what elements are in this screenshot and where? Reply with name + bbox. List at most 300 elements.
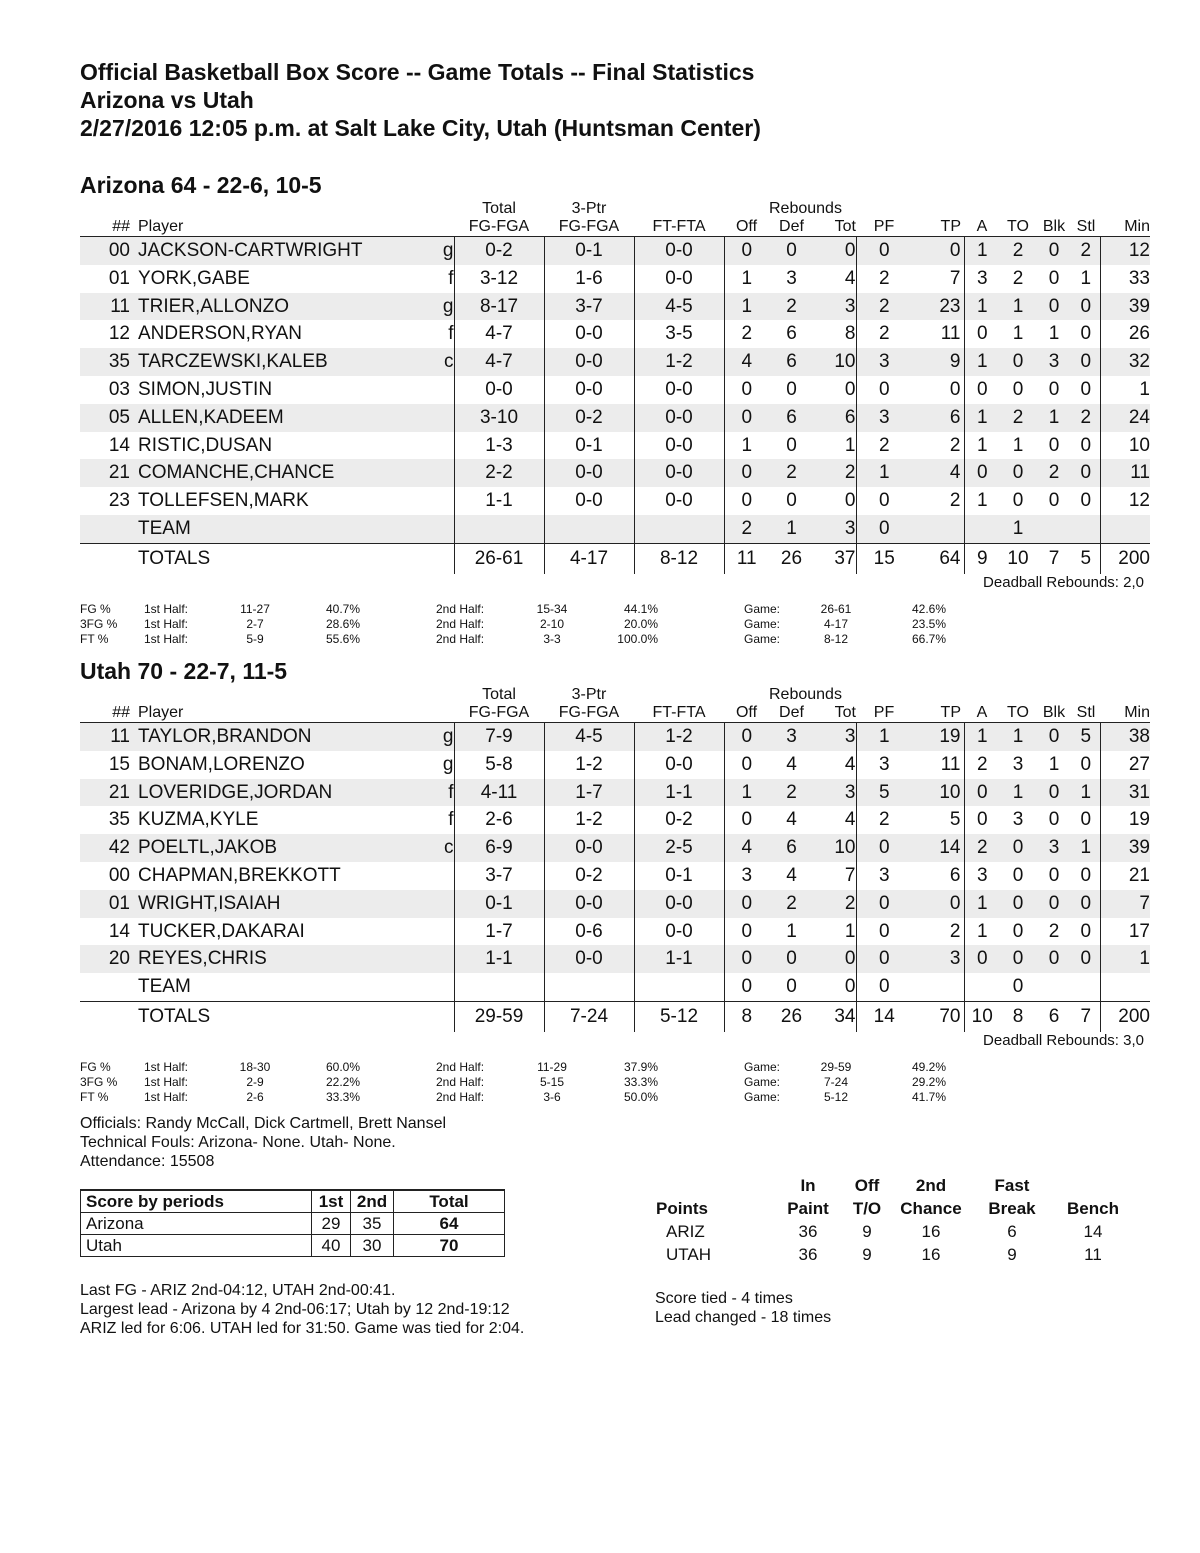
- total-min: 200: [1100, 1001, 1150, 1032]
- title-line-2: Arizona vs Utah: [80, 87, 254, 113]
- off-reb: 1: [724, 265, 769, 293]
- pf: 3: [856, 348, 912, 376]
- player: KUZMA,KYLE: [138, 809, 259, 831]
- blk: 0: [1048, 864, 1060, 886]
- ft: [634, 515, 724, 543]
- position: [430, 376, 454, 404]
- blk: 0: [1048, 378, 1060, 400]
- pf: 2: [856, 432, 912, 460]
- tp: 4: [912, 459, 964, 487]
- sbp-total: 70: [394, 1235, 505, 1257]
- position: [430, 973, 454, 1001]
- header-cell: [1100, 686, 1150, 704]
- player: JACKSON-CARTWRIGHT: [130, 237, 430, 265]
- fg3: 0-0: [544, 348, 634, 376]
- pct-cell: 1st Half:: [144, 1075, 189, 1089]
- number: 21: [80, 459, 130, 487]
- to: 1: [1000, 293, 1036, 321]
- fg3: 0-2: [544, 862, 634, 890]
- pf: 3: [856, 862, 912, 890]
- column-header: ##: [80, 218, 130, 237]
- column-header: Tot: [814, 218, 856, 237]
- player: LOVERIDGE,JORDAN: [130, 779, 430, 807]
- technical-fouls: Technical Fouls: Arizona- None. Utah- None.: [80, 1134, 396, 1151]
- pct-cell: 15-34: [536, 602, 568, 616]
- number: 12: [108, 323, 130, 345]
- header-cell: [1036, 686, 1072, 704]
- total-fg: 29-59: [454, 1001, 544, 1032]
- stl: [1072, 515, 1100, 543]
- tp: 0: [949, 378, 961, 400]
- player: TOLLEFSEN,MARK: [138, 490, 309, 512]
- fg3: 1-2: [544, 751, 634, 779]
- ft: 1-2: [634, 348, 724, 376]
- stl: 0: [1072, 459, 1100, 487]
- off-reb: 0: [724, 237, 769, 265]
- min: 7: [1100, 890, 1150, 918]
- pf: 2: [856, 320, 912, 348]
- to: 0: [1000, 459, 1036, 487]
- tot-reb: 3: [814, 779, 856, 807]
- off-reb: 0: [724, 376, 769, 404]
- column-header: PF: [856, 704, 912, 723]
- def-reb: 4: [786, 809, 797, 831]
- position: [430, 459, 454, 487]
- tot-reb: 0: [814, 237, 856, 265]
- header-cell: 3-Ptr: [571, 200, 607, 217]
- stl: 0: [1072, 348, 1100, 376]
- arizona-heading: Arizona 64 - 22-6, 10-5: [80, 172, 322, 198]
- position: [430, 404, 454, 432]
- header-cell: [1000, 686, 1036, 704]
- ft: 4-5: [634, 293, 724, 321]
- stl: 2: [1072, 404, 1100, 432]
- pct-cell: 37.9%: [623, 1060, 658, 1074]
- header-cell: [856, 200, 912, 218]
- sbp-header: Score by periods: [81, 1190, 312, 1213]
- position: [430, 918, 454, 946]
- fg: 2-6: [454, 806, 544, 834]
- column-header: Off: [724, 218, 769, 237]
- blk: 0: [1048, 809, 1060, 831]
- total-min: 200: [1100, 543, 1150, 574]
- column-header: FT-FTA: [634, 704, 724, 723]
- points-header: T/O: [852, 1199, 882, 1218]
- pct-cell: 2-6: [246, 1090, 264, 1104]
- total-blk: 6: [1036, 1001, 1072, 1032]
- player-row: [80, 973, 1150, 1001]
- pct-cell: 26-61: [820, 602, 852, 616]
- total-number: [80, 543, 130, 574]
- stl: 0: [1080, 809, 1092, 831]
- fg: 4-7: [454, 348, 544, 376]
- ast: 2: [964, 751, 1000, 779]
- ast: 0: [964, 779, 1000, 807]
- ast: 0: [964, 320, 1000, 348]
- total-def-reb: 26: [769, 1001, 814, 1032]
- number: 35: [80, 348, 130, 376]
- player: TRIER,ALLONZO: [130, 293, 430, 321]
- number: 00: [108, 864, 130, 886]
- ast: 1: [964, 723, 1000, 751]
- off-reb: 2: [724, 515, 769, 543]
- tot-reb: 0: [814, 945, 856, 973]
- fg: 5-8: [454, 751, 544, 779]
- number: 42: [80, 834, 130, 862]
- off-reb: 0: [724, 404, 769, 432]
- number: 11: [80, 293, 130, 321]
- pct-cell: FG %: [80, 602, 111, 616]
- ft: 0-0: [634, 432, 724, 460]
- pct-cell: 2nd Half:: [436, 602, 485, 616]
- ft: 1-2: [634, 723, 724, 751]
- number: [80, 515, 130, 543]
- column-header: Min: [1100, 704, 1150, 723]
- fg: 1-1: [454, 945, 544, 973]
- fg3: 4-5: [544, 723, 634, 751]
- fg3: 0-0: [544, 459, 634, 487]
- points-header: [1052, 1174, 1134, 1197]
- fg3: 0-2: [544, 404, 634, 432]
- number: 14: [108, 920, 130, 942]
- pct-cell: 22.2%: [325, 1075, 360, 1089]
- fg3: 0-1: [544, 237, 634, 265]
- player-row: [80, 487, 1150, 515]
- min: 12: [1100, 237, 1150, 265]
- off-reb: 0: [724, 890, 769, 918]
- stl: 0: [1072, 293, 1100, 321]
- points-header: Off: [854, 1176, 880, 1195]
- tp: [912, 973, 964, 1001]
- ft: 0-0: [634, 265, 724, 293]
- header-cell: [912, 200, 964, 218]
- position: [430, 945, 454, 973]
- stl: 0: [1080, 323, 1092, 345]
- player-row: [80, 404, 1150, 432]
- player-row: [80, 751, 1150, 779]
- points-header: Paint: [787, 1199, 829, 1218]
- player-row: [80, 945, 1150, 973]
- utah-percentages: [80, 1060, 1080, 1108]
- to: 3: [1012, 753, 1024, 775]
- sbp-team: Utah: [81, 1235, 312, 1257]
- header-cell: [634, 686, 724, 704]
- player: WRIGHT,ISAIAH: [130, 890, 430, 918]
- ast: 3: [964, 265, 1000, 293]
- number: 23: [108, 490, 130, 512]
- position: f: [430, 779, 454, 807]
- player: YORK,GABE: [138, 267, 250, 289]
- total-position: [430, 543, 454, 574]
- position: [430, 515, 454, 543]
- min: 11: [1100, 459, 1150, 487]
- total-stl: 5: [1072, 543, 1100, 574]
- ast: 1: [964, 487, 1000, 515]
- total-fg: 26-61: [454, 543, 544, 574]
- stl: 0: [1072, 945, 1100, 973]
- off-reb: 3: [724, 862, 769, 890]
- tp: 10: [912, 779, 964, 807]
- pct-cell: 8-12: [823, 632, 849, 646]
- tot-reb: 10: [814, 348, 856, 376]
- stl: 0: [1080, 434, 1092, 456]
- player-row: [80, 834, 1150, 862]
- player: RISTIC,DUSAN: [138, 434, 273, 456]
- player-row: [80, 293, 1150, 321]
- tot-reb: 8: [844, 323, 856, 345]
- column-header: Stl: [1072, 218, 1100, 237]
- to: 2: [1000, 404, 1036, 432]
- lead-changed: Lead changed - 18 times: [655, 1309, 832, 1326]
- pct-cell: Game:: [744, 632, 781, 646]
- tp: 0: [912, 237, 964, 265]
- pct-cell: 2nd Half:: [436, 1075, 485, 1089]
- min: [1100, 515, 1150, 543]
- pct-cell: Game:: [744, 1060, 781, 1074]
- pct-cell: 41.7%: [911, 1090, 946, 1104]
- header-cell: Rebounds: [769, 200, 842, 217]
- player: ALLEN,KADEEM: [130, 404, 430, 432]
- stl: 0: [1080, 864, 1092, 886]
- position: f: [448, 809, 454, 831]
- pf: 0: [856, 515, 912, 543]
- pct-cell: FT %: [80, 1090, 109, 1104]
- def-reb: 2: [769, 459, 814, 487]
- totals-row: [80, 543, 1150, 574]
- header-cell: [1100, 200, 1150, 218]
- column-header: TO: [1000, 218, 1036, 237]
- def-reb: 3: [769, 723, 814, 751]
- arizona-deadball: Deadball Rebounds: 2,0: [983, 574, 1144, 591]
- min: 17: [1100, 918, 1150, 946]
- header-cell: [1072, 686, 1100, 704]
- number: 11: [80, 723, 130, 751]
- tot-reb: 4: [844, 809, 856, 831]
- ast: 1: [964, 918, 1000, 946]
- position: f: [448, 323, 454, 345]
- tp: 2: [949, 920, 961, 942]
- pct-cell: 7-24: [823, 1075, 849, 1089]
- to: 0: [1012, 976, 1024, 998]
- fg: [454, 973, 544, 1001]
- header-cell: [80, 686, 130, 704]
- ft: 3-5: [634, 320, 724, 348]
- to: 1: [1012, 434, 1024, 456]
- attendance: Attendance: 15508: [80, 1153, 215, 1170]
- stl: 2: [1072, 237, 1100, 265]
- def-reb: 3: [786, 267, 797, 289]
- total-off-reb: 8: [724, 1001, 769, 1032]
- def-reb: 2: [769, 890, 814, 918]
- blk: 1: [1048, 323, 1060, 345]
- ft: 0-0: [634, 459, 724, 487]
- min: 26: [1100, 320, 1150, 348]
- pct-cell: 1st Half:: [144, 602, 189, 616]
- position: [430, 487, 454, 515]
- score-by-periods: [80, 1189, 505, 1257]
- number: [80, 973, 130, 1001]
- player: COMANCHE,CHANCE: [130, 459, 430, 487]
- points-cell: 16: [921, 1245, 941, 1264]
- to: 0: [1000, 348, 1036, 376]
- lead-time: ARIZ led for 6:06. UTAH led for 31:50. Game was tied for 2:04.: [80, 1320, 525, 1337]
- officials: Officials: Randy McCall, Dick Cartmell, Brett Nansel: [80, 1115, 447, 1132]
- ft: [634, 973, 724, 1001]
- total-pf: 15: [856, 543, 912, 574]
- player-row: [80, 779, 1150, 807]
- pf: 0: [856, 918, 912, 946]
- player: CHAPMAN,BREKKOTT: [138, 864, 341, 886]
- stl: 0: [1080, 490, 1092, 512]
- def-reb: 1: [786, 920, 797, 942]
- pct-cell: Game:: [744, 602, 781, 616]
- tp: 3: [912, 945, 964, 973]
- def-reb: 0: [786, 378, 797, 400]
- pct-cell: 11-27: [240, 602, 270, 616]
- pct-cell: 44.1%: [623, 602, 658, 616]
- column-header: Off: [724, 704, 769, 723]
- tot-reb: 2: [814, 890, 856, 918]
- player-row: [80, 265, 1150, 293]
- off-reb: 1: [724, 432, 769, 460]
- ft: 0-0: [634, 890, 724, 918]
- ast: 1: [964, 404, 1000, 432]
- fg: 0-0: [454, 376, 544, 404]
- pf: 0: [856, 237, 912, 265]
- to: 0: [1012, 378, 1024, 400]
- tp: 23: [912, 293, 964, 321]
- pct-cell: 66.7%: [911, 632, 946, 646]
- header-cell: [856, 686, 912, 704]
- min: 21: [1100, 862, 1150, 890]
- to: 3: [1012, 809, 1024, 831]
- pct-cell: 4-17: [823, 617, 849, 631]
- player-row: [80, 890, 1150, 918]
- ast: 1: [964, 890, 1000, 918]
- number: 01: [80, 890, 130, 918]
- tot-reb: 1: [844, 434, 856, 456]
- fg: 2-2: [454, 459, 544, 487]
- pct-cell: Game:: [744, 617, 781, 631]
- number: 21: [80, 779, 130, 807]
- blk: 2: [1048, 920, 1060, 942]
- pf: 2: [856, 293, 912, 321]
- position: g: [442, 753, 454, 775]
- tot-reb: 2: [814, 459, 856, 487]
- tp: 6: [912, 404, 964, 432]
- sbp-header: 1st: [312, 1190, 351, 1213]
- pct-cell: 28.6%: [325, 617, 360, 631]
- points-header: Break: [988, 1199, 1036, 1218]
- min: 1: [1100, 945, 1150, 973]
- sbp-cell: 35: [351, 1213, 394, 1235]
- fg3: 0-0: [544, 890, 634, 918]
- player: POELTL,JAKOB: [130, 834, 430, 862]
- header-cell: [724, 200, 769, 218]
- tp: 19: [912, 723, 964, 751]
- off-reb: 0: [724, 945, 769, 973]
- pf: 0: [856, 834, 912, 862]
- ast: 0: [964, 945, 1000, 973]
- total-to: 10: [1000, 543, 1036, 574]
- min: [1100, 973, 1150, 1001]
- column-header: Player: [130, 218, 430, 237]
- header-cell: [724, 686, 769, 704]
- stl: [1072, 973, 1100, 1001]
- player: SIMON,JUSTIN: [138, 378, 273, 400]
- off-reb: 0: [724, 973, 769, 1001]
- tot-reb: 3: [814, 293, 856, 321]
- pct-cell: 3FG %: [80, 617, 118, 631]
- header-cell: [430, 200, 454, 218]
- to: 1: [1000, 515, 1036, 543]
- utah-box-score: [80, 686, 1150, 1032]
- ast: 0: [964, 806, 1000, 834]
- fg3: 3-7: [544, 293, 634, 321]
- fg3: 0-1: [544, 432, 634, 460]
- off-reb: 0: [724, 487, 769, 515]
- min: 32: [1100, 348, 1150, 376]
- stl: 0: [1080, 920, 1092, 942]
- column-header: FG-FGA: [544, 218, 634, 237]
- fg3: 0-0: [544, 487, 634, 515]
- total-ast: 9: [964, 543, 1000, 574]
- fg: 3-7: [454, 862, 544, 890]
- last-fg: Last FG - ARIZ 2nd-04:12, UTAH 2nd-00:41.: [80, 1282, 396, 1299]
- position: g: [430, 237, 454, 265]
- fg: 3-12: [454, 265, 544, 293]
- tot-reb: 0: [844, 490, 856, 512]
- ft: 0-2: [634, 806, 724, 834]
- player: TAYLOR,BRANDON: [130, 723, 430, 751]
- blk: 0: [1036, 890, 1072, 918]
- header-cell: [430, 686, 454, 704]
- to: 1: [1000, 723, 1036, 751]
- ast: [964, 515, 1000, 543]
- player-row: [80, 348, 1150, 376]
- pf: 3: [856, 404, 912, 432]
- min: 27: [1100, 751, 1150, 779]
- to: 0: [1012, 864, 1024, 886]
- number: 20: [80, 945, 130, 973]
- utah-deadball: Deadball Rebounds: 3,0: [983, 1032, 1144, 1049]
- pf: 0: [856, 487, 912, 515]
- player: BONAM,LORENZO: [138, 753, 305, 775]
- fg3: 0-0: [544, 834, 634, 862]
- total-pf: 14: [856, 1001, 912, 1032]
- position: [430, 432, 454, 460]
- pct-cell: 20.0%: [623, 617, 658, 631]
- pf: 1: [856, 459, 912, 487]
- player-row: [80, 806, 1150, 834]
- points-cell: 14: [1083, 1222, 1103, 1241]
- column-header: Stl: [1072, 704, 1100, 723]
- min: 39: [1100, 293, 1150, 321]
- total-tp: 64: [912, 543, 964, 574]
- blk: 3: [1036, 834, 1072, 862]
- footer-right: [655, 1289, 831, 1327]
- min: 38: [1100, 723, 1150, 751]
- def-reb: 6: [769, 834, 814, 862]
- total-number: [80, 1001, 130, 1032]
- def-reb: 0: [769, 945, 814, 973]
- fg: 0-1: [454, 890, 544, 918]
- ft: 0-0: [634, 376, 724, 404]
- header-cell: [634, 200, 724, 218]
- to: 1: [1000, 779, 1036, 807]
- to: 0: [1012, 490, 1024, 512]
- points-breakdown: [650, 1174, 1134, 1266]
